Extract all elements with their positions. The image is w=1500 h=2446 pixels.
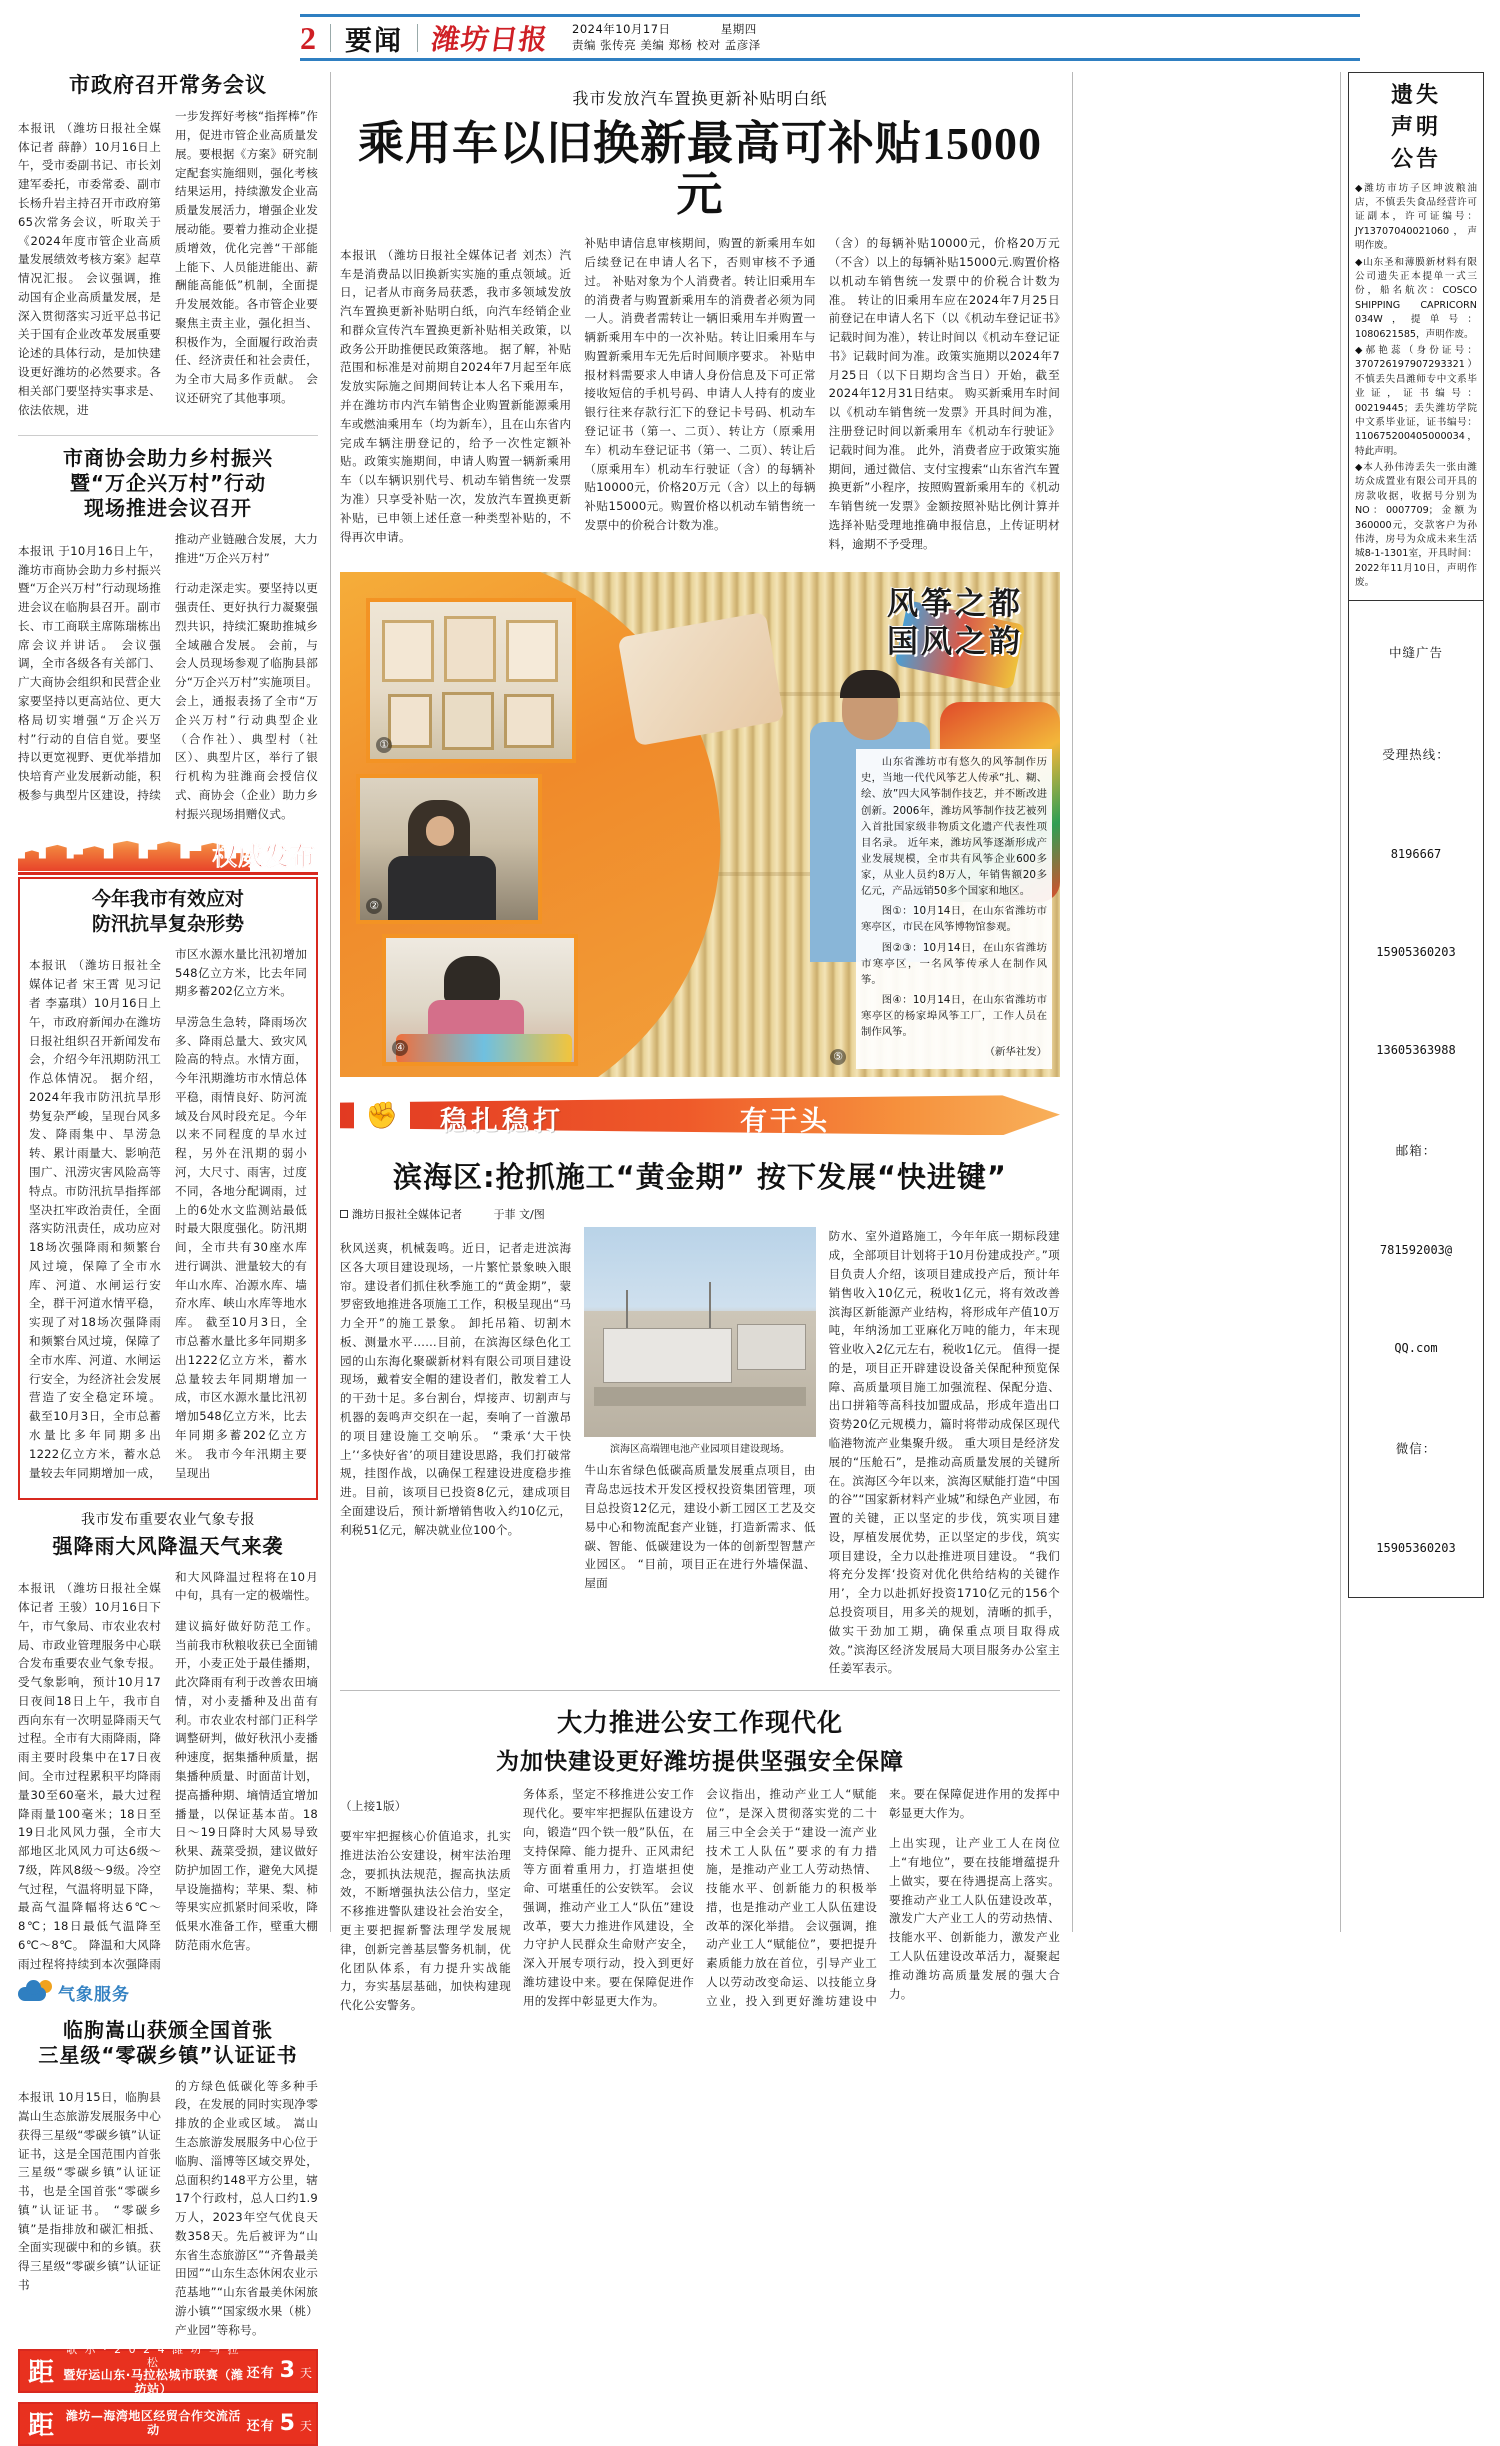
gutter-phone-3[interactable]: 13605363988 [1376,1042,1456,1057]
masthead-divider-2 [417,24,418,52]
countdown2-prefix: 距 [20,2405,60,2442]
binhai-byline [340,1206,1060,1222]
center-kicker: 我市发放汽车置换更新补贴明白纸 [572,89,828,108]
calligraphy-line1: 风筝之都 [887,586,1023,623]
police-col2: 务体系，坚定不移推进公安工作现代化。要牢牢把握队伍建设方向，锻造“四个铁一般”队伍，在支持保障、能力提升、正风肃纪等方面着重用力，打造堪担使命、可堪重任的公安铁军。 会议强调，推动产业工人“队伍”建设改革，要大力推进作风建设，全力守护人民群众生命财产安全，深入开展专项行动，投入到更好潍坊建设中来。要在保障促进作用的发挥中彰显更大作为。 [523,1787,694,2008]
article2-col1: 本报讯 于10月16日上午，潍坊市商协会助力乡村振兴暨“万企兴万村”行动现场推进会议在临朐县召开。副市长、市工商联主席陈瑞栋出席会议并讲话。 会议强调，全市各级各有关部门、广大商协会组织和民营企业家要坚持以更高站位、更大格局切实增强“万企兴万村”行动的自信自觉。要坚持以更宽视野、更优举措加快培育产业发展新动能，积极参与典型片区建设，持续推动产业链融合发展，大力推进“万企兴万村” [18,532,318,802]
binhai-col1: 秋风送爽，机械轰鸣。近日，记者走进滨海区各大项目建设现场，一片繁忙景象映入眼帘。建设者们抓住秋季施工的“黄金期”，蒙罗密致地推进各项施工工作，积极呈现出“马力全开”的施工景象。 卸托吊箱、切割木板、测量水平……目前，在滨海区绿色化工园的山东海化聚碳新材料有限公司项目建设现场，戴着安全帽的建设者们，散发着工人的干劲十足。多台割台，焊接声、切割声与机器的轰鸣声交织在一起，奏响了一首激昂的项目建设施工交响乐。 “秉承‘大干快上’‘多快好省’的项目建设思路，我们打破常规，挂图作战，以确保工程建设进度稳步推进。目前，该项目已投资8亿元，建成项目全面建设后，预计新增销售收入约10亿元，利税51亿元，解决就业位100个。 [340,1241,572,1537]
lost-notice-item: ◆郝艳蕊（身份证号：370726197907293321）不慎丢失昌潍师专中文系毕业证，证书编号：00219445；丢失潍坊学院中文系毕业证，证书编号：110675200405000034，特此声明。 [1355,344,1477,457]
calligraphy-line2: 国风之韵 [887,624,1023,661]
countdown2-suffix: 还有 [246,2419,275,2435]
article-chamber-commerce [18,446,318,823]
gutter-column [1348,72,1484,1598]
photo-badge-2: ② [366,898,382,914]
photo-inset-museum [366,598,576,763]
countdown1-remaining [247,2358,316,2383]
police-continued-tag: （上接1版） [340,1798,407,1813]
countdown2-days: 5 [279,2411,295,2437]
weather-service-badge [18,1980,318,2006]
lost-notice-list [1355,182,1477,591]
gutter-ads-box [1348,601,1484,1598]
countdown1-suffix: 还有 [246,2366,275,2382]
authority-headline-line2: 防汛抗旱复杂形势 [91,913,244,936]
banner-sub-label: 有干头 [740,1106,830,1138]
column-rule-right [1072,72,1073,1932]
lost-notice-item: ◆山东圣和薄膜新材料有限公司遗失正本提单一式三份，船名航次：COSCO SHIPPING CAPRICORN 034W，提单号：1080621585，声明作废。 [1355,256,1477,340]
center-col1: 本报讯 （潍坊日报社全媒体记者 刘杰）汽车是消费品以旧换新实实施的重点领域。近日，记者从市商务局获悉，我市多领域发放汽车置换更新补贴明白纸，向汽车经销企业和群众宣传汽车置换更新补贴相关政策，以政务公开助推便民政策落地。 据了解，补贴范围和标准是对前期自2024年7月起至年底发放实际施之间期间转让本人名下乘用车，并在潍坊市内汽车销售企业购置新能源乘用车或燃油乘用车（均为新车），且在山东省内完成车辆注册登记的，给予一次性定额补贴。政策实施期间，申请人购置一辆新乘用车（以车辆识别代号、机动车销售统一发票为准）只享受补贴一次，发放汽车置换更新补贴，已申领上述任意一种类型补贴的，不得再次申请。 [340,247,572,544]
center-col2: 补贴申请信息审核期间，购置的新乘用车如后续登记在申请人名下，否则审核不予通过。 补贴对象为个人消费者。转让旧乘用车的消费者与购置新乘用车的消费者必须为同一人。消费者需转让一辆旧乘用车并购置一辆新乘用车中的一次补贴。转让旧乘用车与购置新乘用车无先后时间顺序要求。 补贴申报材料需要求人申请人身份信息及下可正常接收短信的手机号码、申请人人持有的废业银行往来存款行汇下的登记卡号码、机动车登记证书（第一、二页）、转让方（原乘用车）机动车登记证书（第一、二页）、转让后（原乘用车）机动车行驶证（含）的每辆补贴10000元，价格20万元（含）以上的每辆补贴15000元。购置价格以机动车销售统一发票中的价税合计数为准。 [584,236,816,532]
gutter-phone-2[interactable]: 15905360203 [1376,944,1456,959]
binhai-col3: 防水、室外道路施工，今年年底一期标段建成，全部项目计划将于10月份建成投产。”项目负责人介绍，该项目建成投产后，预计年销售收入10亿元，税收1亿元，将有效改善滨海区新能源产业结构，将形成年产值10万吨，年纳汤加工亚麻化万吨的能力，年末现管业收入2亿元左右，税收1亿元。 值得一提的是，项目正开辟建设设备关保配种预览保障、高质量项目施工加强流程、保配分造、出口拼箱等高科技加盟成品，形成年造出口资势20亿元规模力，篇时将带动成保区现代临港物流产业集聚升级。 重大项目是经济发展的“压舱石”，是推动高质量发展的关键所在。滨海区今年以来，滨海区赋能打造“中国的谷”“国家新材料产业城”和绿色产业园，布置的关键，正以坚定的步伐，筑实项目建设，厚植发展优势，正以坚定的步伐，筑实项目建设，全力以赴推进项目建设。 “我们将充分发挥‘投资对优化供给结构的关键作用’，全力以赴抓好投资1710亿元的156个总投资项目，用多关的规划，清晰的抓手，做实干劲加工期，确保重点项目取得成效。”滨海区经济发展局大项目服务办公室主任姜军表示。 [828,1229,1060,1676]
binhai-byline-tag: 潍坊日报社全媒体记者 [352,1208,462,1222]
carbon-headline-line1: 临朐嵩山获颁全国首张 [63,2017,273,2042]
kite-photo-credit: （新华社发） [984,1046,1047,1059]
kite-text-body: 山东省潍坊市有悠久的风筝制作历史，当地一代代风筝艺人传承“扎、糊、绘、放”四大风筝制作技艺，并不断改进创新。2006年，潍坊风筝制作技艺被列入首批国家级非物质文化遗产代表性项目名录。 近年来，潍坊风筝逐渐形成产业发展规模，全市共有风筝企业600多家，从业人员约8万人，年销售额20多亿元，产品远销50多个国家和地区。 [861,756,1047,898]
authority-headline-line1: 今年我市有效应对 [91,888,244,911]
article2-headline-line1: 市商协会助力乡村振兴 [63,446,273,471]
authority-col2: 早涝急生急转，降雨场次多、降雨总量大、致灾风险高的特点。水情方面，今年汛期潍坊市水情总体平稳，雨情良好、防河流域及台风时段充足。今年以来不同程度的旱水过程，另外在汛期的弱小河，大尺寸、雨害，过度不同，各地分配调雨，过上的6处水文监测站最低时最大限度强化。防汛期间，全市共有30座水库进行调洪、泄量较大的有年山水库、冶源水库、墙夼水库、峡山水库等地水库。 截至10月3日，全市总蓄水量比多年同期多出1222亿立方米，蓄水总量较去年同期增加一成，市区水源水量比汛初增加548亿立方米，比去年同期多蓄202亿立方米。 我市今年汛期主要呈现出 [175,1014,307,1480]
authority-release-box [18,877,318,1500]
calligraphy-title [860,586,1050,662]
kite-caption-2: 图②③：10月14日，在山东省潍坊市寒亭区，一名风筝传承人在制作风筝。 [861,941,1047,986]
page-number: 2 [300,20,316,56]
kite-sidebar-text [856,749,1052,1069]
weather-service-label: 气象服务 [58,1985,130,2006]
article1-col2: 一步发挥好考核“指挥棒”作用，促进市管企业高质量发展。要根据《方案》研究制定配套实施细则，强化考核结果运用，持续激发企业高质量发展活力，增强企业发展动能。要着力推动企业提质增效，优化完善“干部能上能下、人员能进能出、薪酬能高能低”机制，全面提升发展效能。各市管企业要聚焦主责主业，强化担当、积极作为，全面履行政治责任、经济责任和社会责任，为全市大局多作贡献。 会议还研究了其他事项。 [175,109,318,405]
gutter-ad-title: 中缝广告 [1388,644,1443,660]
article2-col2: 行动走深走实。要坚持以更强责任、更好执行力凝聚强烈共识，持续汇聚助推城乡全域融合发展。 会前，与会人员现场参观了临朐县部分“万企兴万村”实施项目。会上，通报表扬了全市“万企兴万村”行动典型企业（合作社）、典型村（社区）、典型片区，举行了银行机构为驻潍商会授信仪式、商协会（企业）助力乡村振兴现场捐赠仪式。 [175,581,318,821]
photo-inset-painter [382,934,578,1066]
lost-title-line2: 声明 [1390,114,1441,140]
column-rule-left [330,72,331,1932]
masthead-divider-1 [330,24,331,52]
masthead [0,0,1500,62]
lost-title-line3: 公告 [1390,146,1441,172]
binhai-headline: 滨海区:抢抓施工“黄金期” 按下发展“快进键” [393,1160,1007,1195]
masthead-bottom-rule [300,58,1360,61]
countdown-gulf-trade [18,2402,318,2446]
article-zero-carbon-town [18,2018,318,2340]
gutter-wechat-label: 微信： [1395,1440,1437,1456]
kite-caption-1: 图①：10月14日，在山东省潍坊市寒亭区，市民在风筝博物馆参观。 [861,905,1047,934]
article-city-government-meeting [18,72,318,425]
article2-headline-line2: 暨“万企兴万村”行动 [69,471,267,496]
weather-headline: 强降雨大风降温天气来袭 [52,1533,284,1558]
left-column [18,72,318,2446]
gutter-wechat-id[interactable]: 15905360203 [1376,1540,1456,1555]
weather-col1: 本报讯 （潍坊日报社全媒体记者 王骏）10月16日下午，市气象局、市农业农村局、市政业管理服务中心联合发布重要农业气象专报。 受气象影响，预计10月17日夜间18日上午，我市自西向东有一次明显降雨天气过程。全市有大雨降雨，降雨主要时段集中在17日夜间。全市过程累积平均降雨量30至60毫米，最大过程降雨量100毫米；18日至19日北风风力强，全市大部地区北风风力可达6级～7级，阵风8级～9级。冷空气过程，气温将明显下降，最高气温降幅将达6℃～8℃；18日最低气温降至6℃～8℃。 降温和大风降雨过程将持续到本次强降雨和大风降温过程将在10月中旬，具有一定的极端性。 [18,1569,318,1971]
binhai-col2: 牛山东省绿色低碳高质量发展重点项目，由青岛忠远技术开发区授权投资集团管理，项目总投资12亿元，建设小新工园区工艺及交易中心和物流配套产业链，打造新需求、低碳、智能、低碳建设为一体的创新型智慧产业园区。 “目前，项目正在进行外墙保温、屋面 [584,1463,816,1591]
center-divider [340,1690,1060,1691]
authority-release-banner [18,831,318,877]
gutter-email-user[interactable]: 781592003@ [1379,1242,1453,1257]
photo-inset-craftsman [356,774,542,924]
masthead-meta [572,22,761,53]
article1-col1: 本报讯 （潍坊日报社全媒体记者 薛静）10月16日上午，受市委副书记、市长刘建军委托，市委常委、副市长杨升岩主持召开市政府第65次常务会议，听取关于《2024年度市管企业高质量发展绩效考核方案》起草情况汇报。 会议强调，推动国有企业高质量发展，是深入贯彻落实习近平总书记关于国有企业改革发展重要论述的具体行动，是加快建设更好潍坊的必然要求。各相关部门要坚持实事求是、依法依规，进 [18,120,161,417]
center-col3: （含）的每辆补贴10000元，价格20万元（不含）以上的每辆补贴15000元.购置价格以机动车销售统一发票中的价税合计数为准。 转让的旧乘用车应在2024年7月25日前登记在申请人名下（以《机动车登记证书》记载时间为准），转让时间以《机动车登记证书》记载时间为准。政策实施期以2024年7月25日（以下日期均含当日）开始，截至2024年12月31日结束。 购买新乘用车时间以《机动车销售统一发票》开具时间为准，注册登记时间以新乘用车《机动车行驶证》记载时间为准。 此外，消费者应于政策实施期间，通过微信、支付宝搜索“山东省汽车置换更新”小程序，按照购置新乘用车的《机动车销售统一发票》金额按照补贴比例计算并选择补贴受理地推确申报信息，上传证明材料，逾期不予受理。 [828,236,1060,551]
gutter-rule [1340,72,1341,1932]
authority-col1: 本报讯 （潍坊日报社全媒体记者 宋王霄 见习记者 李嘉琪）10月16日上午，市政府新闻办在潍坊日报社组织召开新闻发布会，介绍今年汛期防汛工作总体情况。 据介绍，2024年我市防汛抗旱形势复杂严峻，呈现台风多发、降雨集中、旱涝急转、累计雨量大、影响范围广、汛涝灾害风险高等特点。市防汛抗旱指挥部坚决扛牢政治责任，全面落实防汛责任，成功应对18场次强降雨和频繁台风过境，保障了全市水库、河道、水闸运行安全，群干河道水情平稳，实现了对18场次强降雨和频繁台风过境，保障了全市水库、河道、水闸运行安全，为经济社会发展营造了安全稳定环境。 截至10月3日，全市总蓄水量比多年同期多出1222亿立方米，蓄水总量较去年同期增加一成，市区水源水量比汛初增加548亿立方米，比去年同期多蓄202亿立方米。 [29,946,307,1480]
carbon-col1: 本报讯 10月15日，临朐县嵩山生态旅游发展服务中心获得三星级“零碳乡镇”认证证书，这是全国范围内首张三星级“零碳乡镇”认证证书，也是全国首张“零碳乡镇”认证证书。 “零碳乡镇”是指排放和碳汇相抵、全面实现碳中和的乡镇。获得三星级“零碳乡镇”认证证书 [18,2090,161,2292]
issue-weekday: 星期四 [720,22,757,37]
left-divider-1 [18,435,318,436]
kite-photo-montage [340,572,1060,1077]
binhai-photo [584,1227,815,1437]
section-title: 要闻 [345,25,403,57]
countdown1-event-line2: 暨好运山东·马拉松城市联赛（潍坊站） [63,2368,244,2397]
center-column [340,72,1060,2019]
binhai-article [340,1206,1060,1678]
kite-caption-3: 图④：10月14日，在山东省潍坊市寒亭区的杨家埠风筝工厂，工作人员在制作风筝。 [861,993,1047,1039]
police-col4: 上出实现，让产业工人在岗位上“有地位”，要在技能增蕴提升上做实，要在待遇提高上落实。要推动产业工人队伍建设改革，激发广大产业工人的劳动热情、技能水平、创新能力，激发产业工人队伍建设改革活力，凝聚起推动潍坊高质量发展的强大合力。 [889,1836,1060,2001]
police-headline-line2: 为加快建设更好潍坊提供坚强安全保障 [496,1749,904,1776]
photo-badge-5: ⑤ [830,1049,846,1065]
article1-headline: 市政府召开常务会议 [69,73,267,97]
carbon-headline-line2: 三星级“零碳乡镇”认证证书 [38,2042,298,2067]
gutter-email-label: 邮箱： [1395,1142,1437,1158]
paper-logo: 潍坊日报 [429,23,551,56]
countdown1-unit: 天 [299,2366,312,2381]
binhai-byline-name: 于菲 文/图 [493,1208,545,1222]
gutter-hotline-label: 受理热线： [1382,746,1450,762]
countdown1-days: 3 [279,2358,295,2384]
countdown1-prefix: 距 [20,2352,60,2389]
countdown1-event-line1: 歌 尔 · 2 0 2 4 潍 坊 马 拉 松 [66,2343,241,2369]
article2-headline-line3: 现场推进会议召开 [84,496,252,521]
masthead-top-rule [300,14,1360,17]
police-col3: 会议指出，推动产业工人“赋能位”，是深入贯彻落实党的二十届三中全会关于“建设一流产业技术工人队伍”要求的有力措施，是推动产业工人劳动热情、技能水平、创新能力的积极举措，也是推动产业工人队伍建设改革的深化举措。 会议强调，推动产业工人“赋能位”，要把提升素质能力放在首位，引导产业工人以劳动改变命运、以技能立身立业，投入到更好潍坊建设中来。要在保障促进作用的发挥中彰显更大作为。 [706,1787,1060,2008]
countdown2-event-line1: 潍坊—海湾地区经贸合作交流活动 [65,2408,241,2437]
countdown2-unit: 天 [299,2419,312,2434]
carbon-col2: 的方绿色低碳化等多种手段，在发展的同时实现净零排放的企业或区域。 嵩山生态旅游发展服务中心位于临朐、淄博等区域交界处，总面积约148平方公里，辖17个行政村，总人口约1.9万人，2023年空气优良天数358天。先后被评为“山东省生态旅游区”“齐鲁最美田园”“山东生态休闲农业示范基地”“山东省最美休闲旅游小镇”“国家级水果（桃）产业园”等称号。 [175,2078,318,2337]
countdown2-event [60,2410,247,2438]
center-lead-body [340,234,1060,556]
cloud-sun-icon [18,1980,52,2006]
countdown-marathon [18,2343,318,2397]
authority-banner-label: 权威发布 [211,842,316,872]
police-col1: 要牢牢把握核心价值追求，扎实推进法治公安建设，树牢法治理念，要抓执法规范，握高执法质效，不断增强执法公信力，坚定不移推进警队建设社会治安全，更主要把握新警法理学发展规律，创新完善基层警务机制，优化团队体系，有力提升实战能力，夯实基层基础，加快构建现代化公安警务。 [340,1829,511,2013]
photo-badge-1: ① [376,737,392,753]
edit-credits: 责编 张传亮 美编 郑杨 校对 孟彦泽 [572,38,761,52]
photo-badge-4: ④ [392,1040,408,1056]
byline-square-icon [340,1210,348,1218]
lost-title-line1: 遗失 [1390,83,1441,108]
lost-notice-item: ◆本人孙伟涛丢失一张由潍坊众成置业有限公司开具的房款收据，收据号分别为NO：0007709；金额为360000元，交款客户为孙伟涛，房号为众成未来生活城8-1-1301室，开具时间：2022年11月10日，声明作废。 [1355,462,1477,589]
lost-notice-item: ◆潍坊市坊子区坤波粮油店，不慎丢失食品经营许可证副本，许可证编号：JY13707040021060，声明作废。 [1355,182,1477,252]
lost-notice-box [1348,72,1484,601]
weather-kicker: 我市发布重要农业气象专报 [81,1512,255,1529]
center-headline: 乘用车以旧换新最高可补贴15000元 [358,118,1042,220]
gutter-email-domain[interactable]: QQ.com [1394,1340,1438,1355]
binhai-photo-caption: 滨海区高端锂电池产业园项目建设现场。 [609,1444,790,1456]
issue-date: 2024年10月17日 [572,22,671,37]
steady-progress-banner [340,1089,1060,1143]
article-weather-bulletin [18,1512,318,2006]
countdown2-remaining [247,2411,316,2436]
police-article [340,1703,1060,2018]
police-headline-line1: 大力推进公安工作现代化 [556,1708,843,1738]
banner-main-label: 稳扎稳打 [440,1106,564,1138]
countdown1-event [60,2344,247,2397]
fist-icon: ✊ [354,1095,410,1137]
gutter-phone-1[interactable]: 8196667 [1390,846,1442,861]
weather-col2: 建议搞好做好防范工作。 当前我市秋粮收获已全面铺开，小麦正处于最佳播期，此次降雨有利于改善农田墒情，对小麦播种及出苗有利。市农业农村部门正科学调整研判，做好秋汛小麦播种速度，据集播种质量，据集播种质量、时面苗计划，提高播种期、墒情适宜增加播量，以保证基本苗。18日～19日降时大风易导致秋果、蔬菜受损，建议做好防护加固工作，避免大风提早设施描构；苹果、梨、柿等果实应抓紧时间采收，降低果水准备工作，壁重大棚防范雨水危害。 [175,1618,318,1953]
